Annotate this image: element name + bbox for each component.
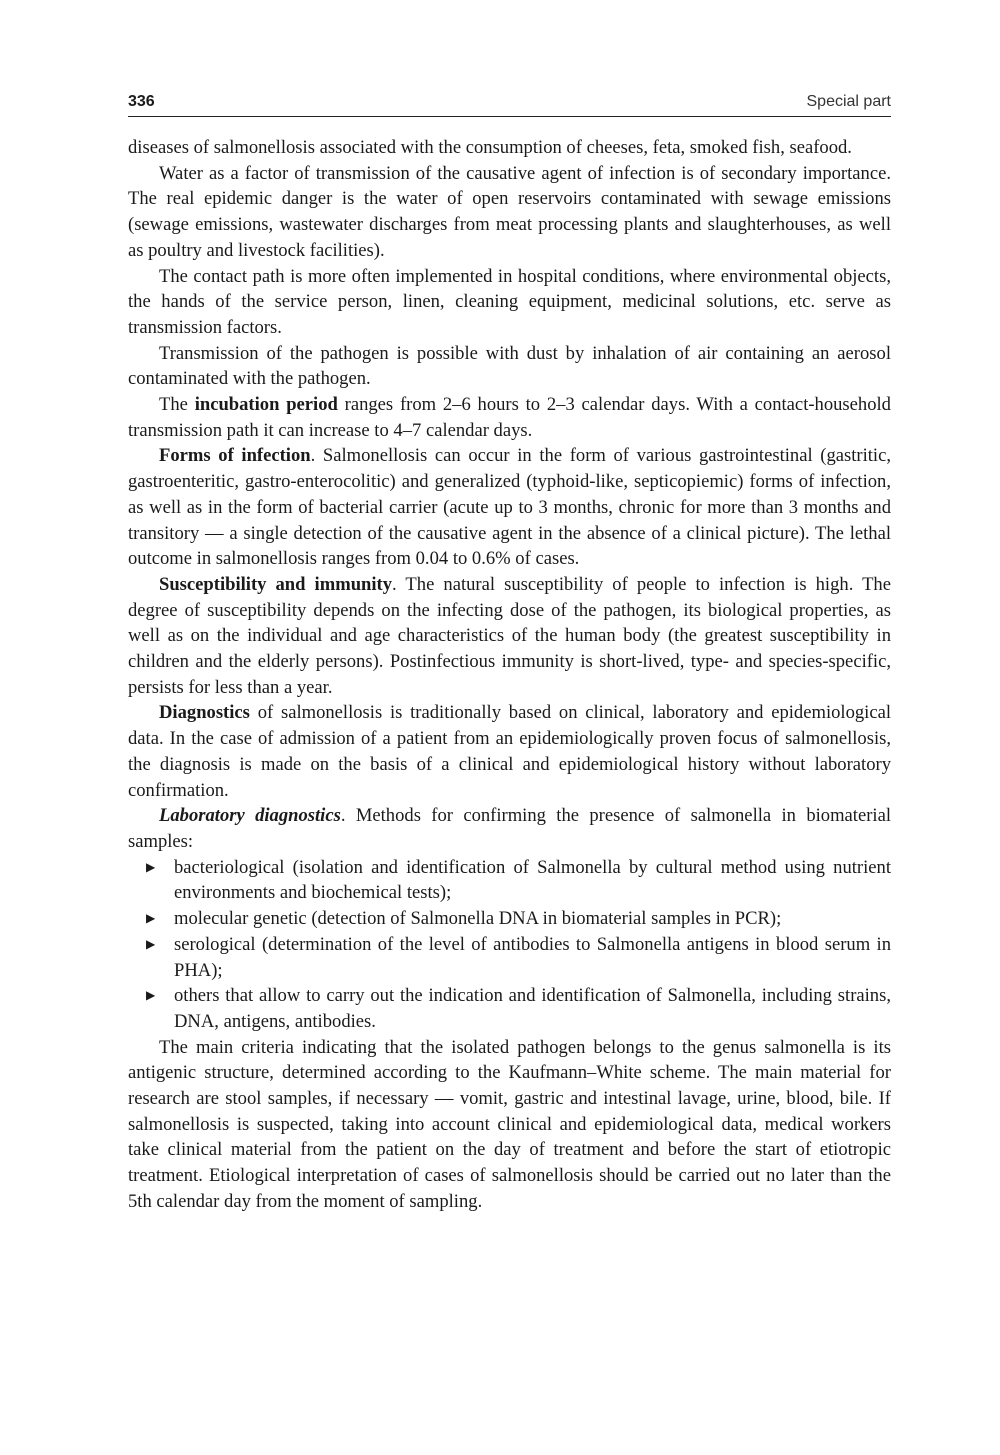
paragraph-laboratory-diagnostics	[128, 803, 891, 854]
paragraph-text: of salmonellosis is traditionally based on clinical, laboratory and epidemiological data. In the case of admission of a patient from an epidemiologically proven focus of salmonellosis, the diagnosis is made on the basis of a clinical and epidemiological history without laboratory confirmation.	[128, 702, 891, 801]
paragraph-dust-transmission: Transmission of the pathogen is possible with dust by inhalation of air containing an aerosol contaminated with the pathogen.	[128, 342, 891, 390]
paragraph-water-transmission: Water as a factor of transmission of the causative agent of infection is of secondary importance. The real epidemic danger is the water of open reservoirs contaminated with sewage emissions (sewage emissions, wastewater discharges from meat processing plants and slaughterhouses, as well as poultry and livestock facilities).	[128, 162, 891, 261]
list-item-text: serological (determination of the level of antibodies to Salmonella antigens in blood serum in PHA);	[174, 933, 891, 981]
page-number: 336	[128, 93, 155, 110]
paragraph-text: . Methods for confirming the presence of salmonella in biomaterial samples:	[128, 805, 891, 852]
list-item	[146, 855, 891, 906]
bullet-icon: ▶	[146, 859, 156, 874]
paragraph-text: . The natural susceptibility of people to infection is high. The degree of susceptibility depends on the infecting dose of the pathogen, its biological properties, as well as on the individual and age characteristics of the human body (the greatest susceptibility in children and the elderly persons). Postinfectious immunity is short-lived, type- and species-specific, persists for less than a year.	[128, 573, 891, 698]
bullet-icon: ▶	[146, 911, 156, 926]
bullet-icon: ▶	[146, 936, 156, 951]
paragraph-forms-of-infection	[128, 443, 891, 572]
paragraph-text: ranges from 2–6 hours to 2–3 calendar days. With a contact-household transmission path it can increase to 4–7 calendar days.	[128, 394, 891, 441]
paragraph-continuation: diseases of salmonellosis associated with the consumption of cheeses, feta, smoked fish, seafood.	[128, 137, 852, 158]
page-header	[128, 92, 891, 117]
list-item	[146, 932, 891, 983]
term-diagnostics: Diagnostics	[159, 702, 250, 724]
list-item	[146, 906, 891, 932]
list-item-text: molecular genetic (detection of Salmonella DNA in biomaterial samples in PCR);	[174, 908, 782, 930]
bullet-icon: ▶	[146, 988, 156, 1003]
document-page	[128, 92, 891, 1215]
paragraph-susceptibility	[128, 572, 891, 701]
term-incubation-period: incubation period	[194, 394, 338, 416]
running-head: Special part	[806, 93, 891, 110]
paragraph-incubation-period	[128, 392, 891, 443]
term-forms-of-infection: Forms of infection	[159, 445, 311, 467]
methods-list	[128, 855, 891, 1035]
paragraph-diagnostics	[128, 700, 891, 803]
term-susceptibility-and-immunity: Susceptibility and immunity	[159, 573, 393, 595]
term-laboratory-diagnostics: Laboratory diagnostics	[159, 805, 341, 827]
paragraph-text: . Salmonellosis can occur in the form of various gastrointestinal (gastritic, gastroenteritic, gastro-enterocolitic) and generalized (typhoid-like, septicopiemic) forms of infection, as well as in the form of bacterial carrier (acute up to 3 months, chronic for more than 3 months and transitory — a single detection of the causative agent in the absence of a clinical picture). The lethal outcome in salmonellosis ranges from 0.04 to 0.6% of cases.	[128, 445, 891, 570]
paragraph-text: The	[159, 394, 195, 416]
list-item-text: bacteriological (isolation and identification of Salmonella by cultural method using nutrient environments and biochemical tests);	[174, 856, 891, 904]
paragraph-main-criteria: The main criteria indicating that the isolated pathogen belongs to the genus salmonella is its antigenic structure, determined according to the Kaufmann–White scheme. The main material for research are stool samples, if necessary — vomit, gastric and intestinal lavage, urine, blood, bile. If salmonellosis is suspected, taking into account clinical and epidemiological data, medical workers take clinical material from the patient on the day of treatment and before the start of etiotropic treatment. Etiological interpretation of cases of salmonellosis should be carried out no later than the 5th calendar day from the moment of sampling.	[128, 1036, 891, 1212]
list-item-text: others that allow to carry out the indication and identification of Salmonella, including strains, DNA, antigens, antibodies.	[174, 985, 891, 1032]
list-item	[146, 983, 891, 1034]
body-text	[128, 135, 891, 1215]
paragraph-contact-path: The contact path is more often implemented in hospital conditions, where environmental objects, the hands of the service person, linen, cleaning equipment, medicinal solutions, etc. serve as transmission factors.	[128, 265, 891, 338]
